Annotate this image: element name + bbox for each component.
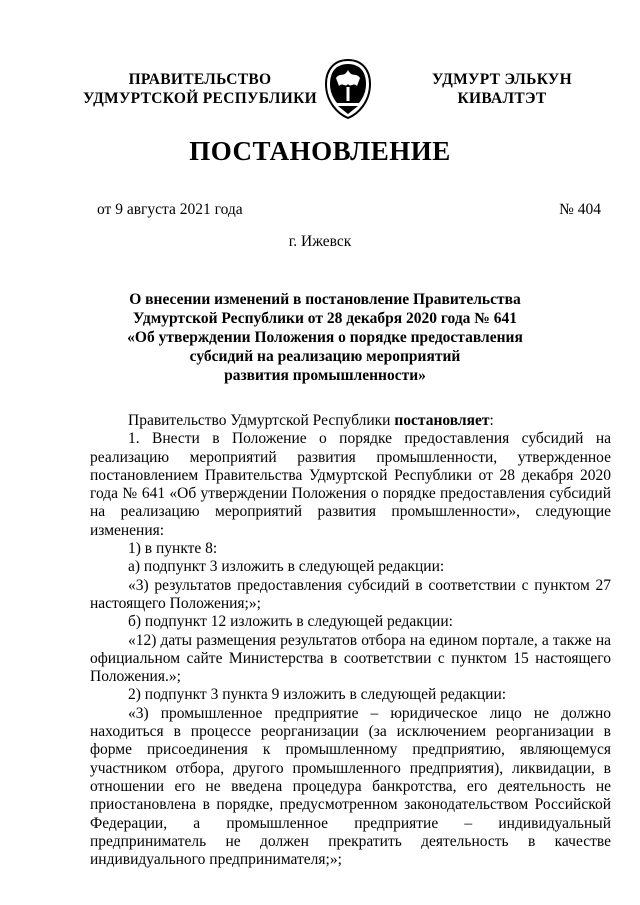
government-name-ru [80,70,320,108]
document-subject [100,290,550,385]
government-name-ru-line-1: ПРАВИТЕЛЬСТВО [128,71,272,88]
document-city: г. Ижевск [288,233,352,250]
document-type-title: ПОСТАНОВЛЕНИЕ [189,136,451,166]
body-paragraph: 1) в пункте 8: [128,540,218,558]
document-body [90,412,611,869]
government-name-udm [402,70,602,108]
subject-line-1: О внесении изменений в постановление Правительства [129,291,521,308]
government-name-udm-line-1: УДМУРТ ЭЛЬКУН [432,71,572,88]
body-paragraph: «3) результатов предоставления субсидий в соответствии с пунктом 27 настоящего Положения;»; [90,576,611,612]
body-paragraph: 2) подпункт 3 пункта 9 изложить в следующей редакции: [128,686,507,704]
subject-line-3: «Об утверждении Положения о порядке предоставления [127,329,523,346]
udmurt-coat-of-arms-icon [322,58,374,120]
body-paragraph: «3) промышленное предприятие – юридическое лицо не должно находиться в процессе реорганизации (за исключением реорганизации в форме присоединения к промышленному предприятию, являющемуся участником отбора, другого промышленного предприятия), ликвидации, в отношении его не введена процедура банкротства, его деятельность не приостановлена в порядке, предусмотренном законодательством Российской Федерации, а промышленное предприятие – индивидуальный предприниматель не должен прекратить деятельность в качестве индивидуального предпринимателя;»; [90,704,611,869]
subject-line-4: субсидий на реализацию мероприятий [189,348,461,365]
intro-text: Правительство Удмуртской Республики [128,412,395,429]
subject-line-5: развития промышленности» [224,367,426,384]
body-paragraph: а) подпункт 3 изложить в следующей редакции: [128,558,445,576]
document-date: от 9 августа 2021 года [97,201,243,218]
subject-line-2: Удмуртской Республики от 28 декабря 2020 года № 641 [132,310,518,327]
body-paragraph: «12) даты размещения результатов отбора на едином портале, а также на официальном сайте Министерства в соответствии с пунктом 15 настоящего Положения.»; [90,631,611,686]
intro-verb: постановляет [394,412,490,429]
government-name-ru-line-2: УДМУРТСКОЙ РЕСПУБЛИКИ [82,90,317,107]
body-paragraph: б) подпункт 12 изложить в следующей редакции: [128,613,453,631]
body-intro [90,412,611,430]
intro-colon: : [489,412,494,429]
government-name-udm-line-2: КИВАЛТЭТ [457,90,547,107]
body-paragraph: 1. Внести в Положение о порядке предоставления субсидий на реализацию мероприятий развития промышленности, утвержденное постановлением Правительства Удмуртской Республики от 28 декабря 2020 года № 641 «Об утверждении Положения о порядке предоставления субсидий на реализацию мероприятий развития промышленности», следующие изменения: [90,430,611,539]
document-number: № 404 [559,201,601,218]
